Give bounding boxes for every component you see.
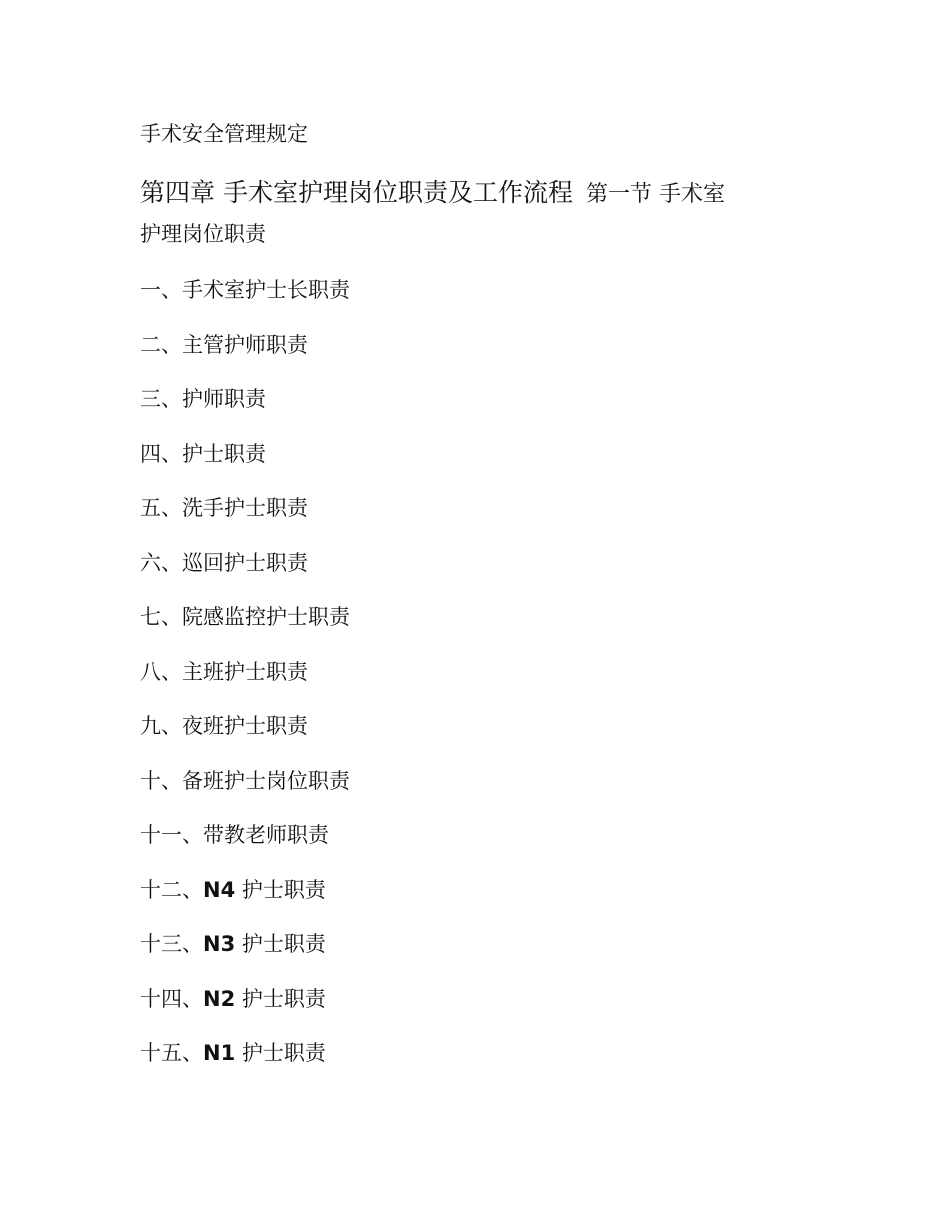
duty-item-3: 三、护师职责	[140, 387, 266, 411]
duty-item-prefix: 十五、	[140, 1041, 203, 1065]
duty-item-8: 八、主班护士职责	[140, 659, 308, 684]
duty-item-1: 一、手术室护士长职责	[140, 278, 350, 302]
duty-item-11: 十一、带教老师职责	[140, 823, 329, 847]
duty-item-5: 五、洗手护士职责	[140, 496, 308, 520]
chapter-heading	[140, 175, 820, 249]
duty-item-suffix: 护士职责	[235, 986, 326, 1011]
duty-list	[140, 272, 350, 1090]
duty-item-7: 七、院感监控护士职责	[140, 605, 350, 629]
nurse-level: N4	[203, 877, 236, 902]
duty-item-14	[140, 981, 350, 1036]
duty-item-4: 四、护士职责	[140, 441, 266, 466]
duty-item-suffix: 护士职责	[235, 1041, 326, 1065]
document-title: 手术安全管理规定	[140, 122, 308, 146]
duty-item-2: 二、主管护师职责	[140, 332, 308, 357]
duty-item-prefix: 十四、	[140, 986, 203, 1011]
duty-item-prefix: 十三、	[140, 932, 203, 956]
nurse-level: N1	[203, 1041, 236, 1065]
duty-item-prefix: 十二、	[140, 877, 203, 902]
chapter-title: 第四章 手术室护理岗位职责及工作流程	[140, 178, 573, 207]
nurse-level: N2	[203, 986, 236, 1011]
duty-item-10: 十、备班护士岗位职责	[140, 768, 350, 793]
nurse-level: N3	[203, 932, 236, 956]
section-title-part2: 护理岗位职责	[140, 222, 266, 246]
duty-item-15	[140, 1035, 350, 1090]
duty-item-suffix: 护士职责	[235, 932, 326, 956]
duty-item-9: 九、夜班护士职责	[140, 714, 308, 738]
section-title-part1: 第一节 手术室	[586, 182, 726, 207]
duty-item-13	[140, 926, 350, 981]
duty-item-suffix: 护士职责	[235, 877, 326, 902]
duty-item-12	[140, 872, 350, 927]
duty-item-6: 六、巡回护士职责	[140, 550, 308, 575]
chapter-heading-line	[140, 175, 820, 219]
